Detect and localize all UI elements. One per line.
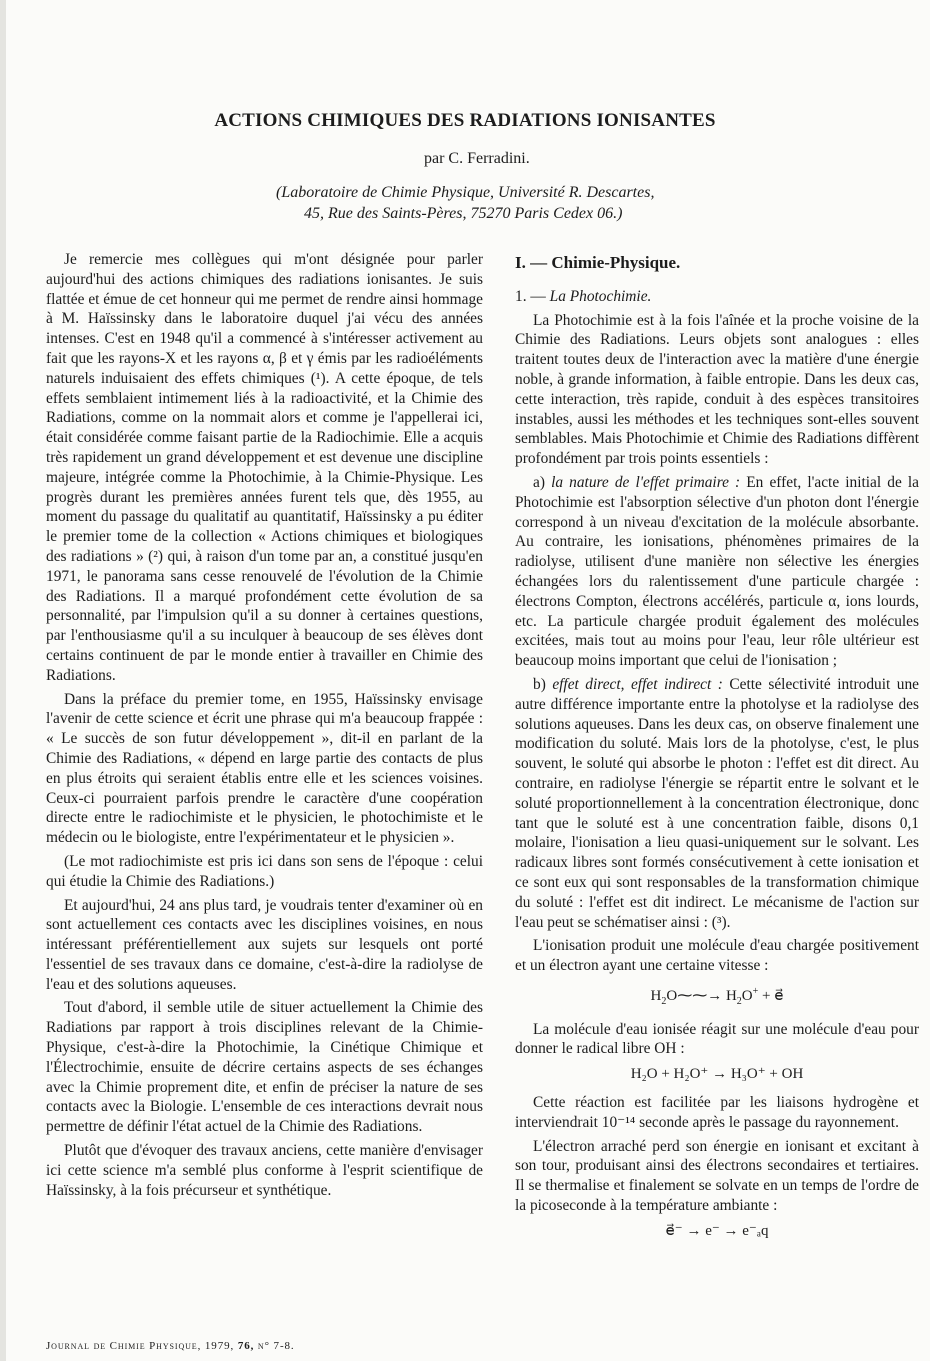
paragraph: L'ionisation produit une molécule d'eau chargée positivement et un électron ayant une certaine vitesse : [515, 937, 919, 975]
item-text: En effet, l'acte initial de la Photochimie est l'absorption sélective d'un photon dont l'énergie correspond à un niveau d'excitation de la molécule absorbante. Au contraire, les ionisations, phénomènes primaires de la radiolyse, utilisent d'une manière non sélective les énergies échangées lors du ralentissement d'une particule chargée : électrons Compton, électrons accélérés, particule α, ions lourds, etc. La particule chargée produit également des molécules excitées, mais tout au moins pour l'eau, leur rôle ultérieur est beaucoup moins important que celui de l'ionisation ; [515, 473, 919, 670]
journal-footer [46, 1340, 295, 1352]
journal-issue: n° 7-8. [257, 1340, 295, 1352]
affiliation-line-2: 45, Rue des Saints-Pères, 75270 Paris Cedex 06.) [304, 205, 623, 222]
equation-ionisation: $H_2O⁓⁓\to H_2O^+$ + e⃗ [650, 985, 784, 1007]
paragraph [515, 675, 919, 932]
subsection-title: La Photochimie. [549, 287, 652, 305]
paragraph: La molécule d'eau ionisée réagit sur une molécule d'eau pour donner le radical libre OH : [515, 1020, 919, 1058]
affiliation [0, 182, 930, 224]
paragraph [515, 473, 919, 671]
paragraph: Cette réaction est facilitée par les liaisons hydrogène et interviendrait 10⁻¹⁴ seconde après le passage du rayonnement. [515, 1094, 919, 1131]
paragraph: Je remercie mes collègues qui m'ont désignée pour parler aujourd'hui des actions chimiques des radiations ionisantes. Je suis flattée et émue de cet honneur qui me permet de rendre ainsi hommage à M. Haïssinsky dans le laboratoire duquel j'ai vécu des années intenses. C'est en 1948 qu'il a commencé à s'intéresser activement au fait que les rayons-X et les rayons α, β et γ émis par les radioéléments naturels induisaient des effets chimiques (¹). A cette époque, de tels effets semblaient intimement liés à la radioactivité, et la Chimie des Radiations, comme on la nommait alors et comme je l'appellerai ici, était considérée comme faisant partie de la Radiochimie. Elle a acquis très rapidement un grand développement et est devenue une discipline majeure, intégrée comme la Photochimie, à la Chimie-Physique. Les progrès durant les premières années furent tels que, dès 1955, au moment du passage du qualitatif au quantitatif, Haïssinsky a pu éditer le premier tome de la collection « Actions chimiques et biologiques des radiations » (²) qui, à raison d'un tome par an, a constitué jusqu'en 1971, le panorama sans cesse renouvelé de l'évolution de la Chimie des Radiations. Il a marqué profondément cette évolution de sa personnalité, par l'impulsion qu'il a su donner à certaines questions, par l'enthousiasme qu'il a su inculquer à beaucoup de ses élèves dont certains continuent de par le monde entier à travailler en Chimie des Radiations. [46, 251, 483, 684]
paragraph: L'électron arraché perd son énergie en ionisant et excitant à son tour, produisant ainsi des électrons secondaires et tertiaires. Il se thermalise et finalement se solvate en un temps de l'ordre de la picoseconde à la température ambiante : [515, 1137, 919, 1215]
paragraph: Plutôt que d'évoquer des travaux anciens, cette manière d'envisager ici cette science m'a semblé plus conforme à l'esprit scientifique de Haïssinsky, à la fois précurseur et synthétique. [46, 1142, 483, 1199]
paragraph: Dans la préface du premier tome, en 1955, Haïssinsky envisage l'avenir de cette science et écrit une phrase qui m'a beaucoup frappée : « Le succès de son futur développement », dit-il en parlant de la Chimie des Radiations, « dépend en large partie des contacts de plus en plus étroits qui seraient établis entre elle et les sciences voisines. Ceux-ci pourraient parfois prendre le caractère d'une coopération directe entre le radiochimiste et le physicien, le photochimiste et le médecin ou le biologiste, entre l'expérimentateur et le physicien ». [46, 690, 483, 847]
paragraph: (Le mot radiochimiste est pris ici dans son sens de l'époque : celui qui étudie la Chimie des Radiations.) [46, 852, 483, 890]
journal-name: Journal de Chimie Physique, 1979, [46, 1340, 235, 1352]
subsection-heading [515, 287, 919, 307]
paragraph: Et aujourd'hui, 24 ans plus tard, je voudrais tenter d'examiner où en sont actuellement ces contacts avec les disciplines voisines, en nous intéressant préférentiellement aux sujets sur lesquels ont porté l'essentiel de ses travaux dans ce domaine, c'est-à-dire la radiolyse de l'eau et des solutions aqueuses. [46, 896, 483, 993]
item-label: a) [533, 473, 545, 491]
item-text: Cette sélectivité introduit une autre différence importante entre la photolyse et la radiolyse des solutions aqueuses. Dans les deux cas, on observe finalement une modification du soluté. Mais lors de la photolyse, c'est, le plus souvent, le soluté qui absorbe le photon : l'effet est dit direct. Au contraire, en radiolyse l'énergie se répartit entre le solvant et le soluté proportionnellement à la concentration électronique, donc tant que le soluté est à une concentration faible, disons 0,1 molaire, l'ionisation a lieu quasi-uniquement sur le solvant. Les radicaux libres sont formés consécutivement à cette ionisation et ce sont eux qui sont responsables de la transformation chimique du soluté : l'effet est dit indirect. Le mécanisme de l'action sur l'eau peut se schématiser ainsi : (³). [515, 675, 919, 931]
left-column [46, 250, 483, 1204]
equation-solvation: e⃗⁻ → e⁻ → e⁻ₐq [665, 1222, 769, 1239]
item-italic-heading: effet direct, effet indirect : [552, 675, 723, 693]
section-heading: I. — Chimie-Physique. [515, 253, 681, 272]
author-line [424, 150, 530, 168]
journal-volume: 76, [237, 1340, 255, 1352]
article-title: ACTIONS CHIMIQUES DES RADIATIONS IONISANTES [214, 110, 716, 131]
item-italic-heading: la nature de l'effet primaire : [551, 473, 741, 491]
author-name: par C. Ferradini. [424, 150, 530, 167]
item-label: b) [533, 675, 546, 693]
right-column [515, 250, 919, 1250]
subsection-number: 1. — [515, 287, 546, 305]
equation-oh-radical: H₂O + H₂O⁺ → H₃O⁺ + OH [630, 1066, 804, 1083]
paragraph: La Photochimie est à la fois l'aînée et la proche voisine de la Chimie des Radiations. Leurs objets sont analogues : elles traitent toutes deux de l'interaction avec la matière d'une énergie noble, à grande information, à faible entropie. Dans les deux cas, cette interaction, très rapide, conduit à des espèces transitoires instables, aussi les méthodes et les techniques sont-elles souvent semblables. Mais Photochimie et Chimie des Radiations diffèrent profondément par trois points essentiels : [515, 311, 919, 468]
paragraph: Tout d'abord, il semble utile de situer actuellement la Chimie des Radiations par rapport à trois disciplines relevant de la Chimie-Physique, c'est-à-dire la Photochimie, la Cinétique Chimique et l'Électrochimie, ensuite de décrire certains aspects de ses échanges avec la Chimie proprement dite, et enfin de préciser la nature de ses contacts avec la Biologie. L'ensemble de ces interactions devrait nous permettre de définir l'état actuel de la Chimie des Radiations. [46, 999, 483, 1136]
affiliation-line-1: (Laboratoire de Chimie Physique, Université R. Descartes, [276, 184, 655, 201]
